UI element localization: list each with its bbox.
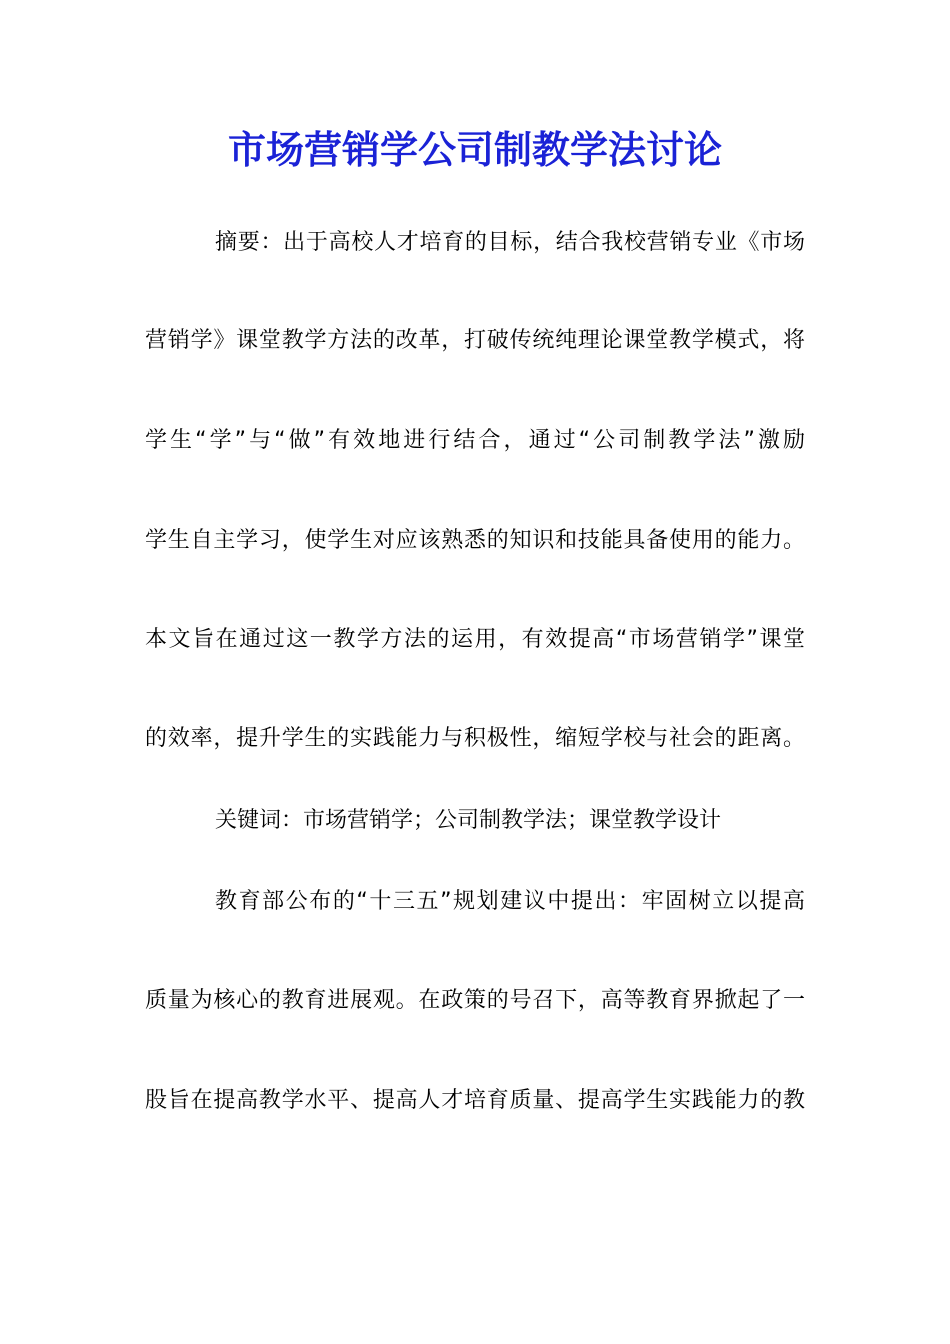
abstract-line: 的效率，提升学生的实践能力与积极性，缩短学校与社会的距离。: [145, 726, 805, 751]
abstract-line: 学生自主学习，使学生对应该熟悉的知识和技能具备使用的能力。: [145, 528, 805, 553]
body-line: 质量为核心的教育进展观。在政策的号召下，高等教育界掀起了一: [145, 988, 805, 1013]
document-title: 市场营销学公司制教学法讨论: [227, 127, 722, 172]
body-line: 股旨在提高教学水平、提高人才培育质量、提高学生实践能力的教: [145, 1088, 805, 1113]
abstract-line: 学生“学”与“做”有效地进行结合，通过“公司制教学法”激励: [145, 428, 805, 453]
abstract-line: 本文旨在通过这一教学方法的运用，有效提高“市场营销学”课堂: [145, 627, 805, 652]
keywords-line: 关键词：市场营销学；公司制教学法；课堂教学设计: [215, 808, 722, 833]
abstract-line: 摘要：出于高校人才培育的目标，结合我校营销专业《市场: [215, 230, 805, 255]
abstract-line: 营销学》课堂教学方法的改革，打破传统纯理论课堂教学模式，将: [145, 328, 805, 353]
body-line: 教育部公布的“十三五”规划建议中提出：牢固树立以提高: [215, 889, 805, 914]
